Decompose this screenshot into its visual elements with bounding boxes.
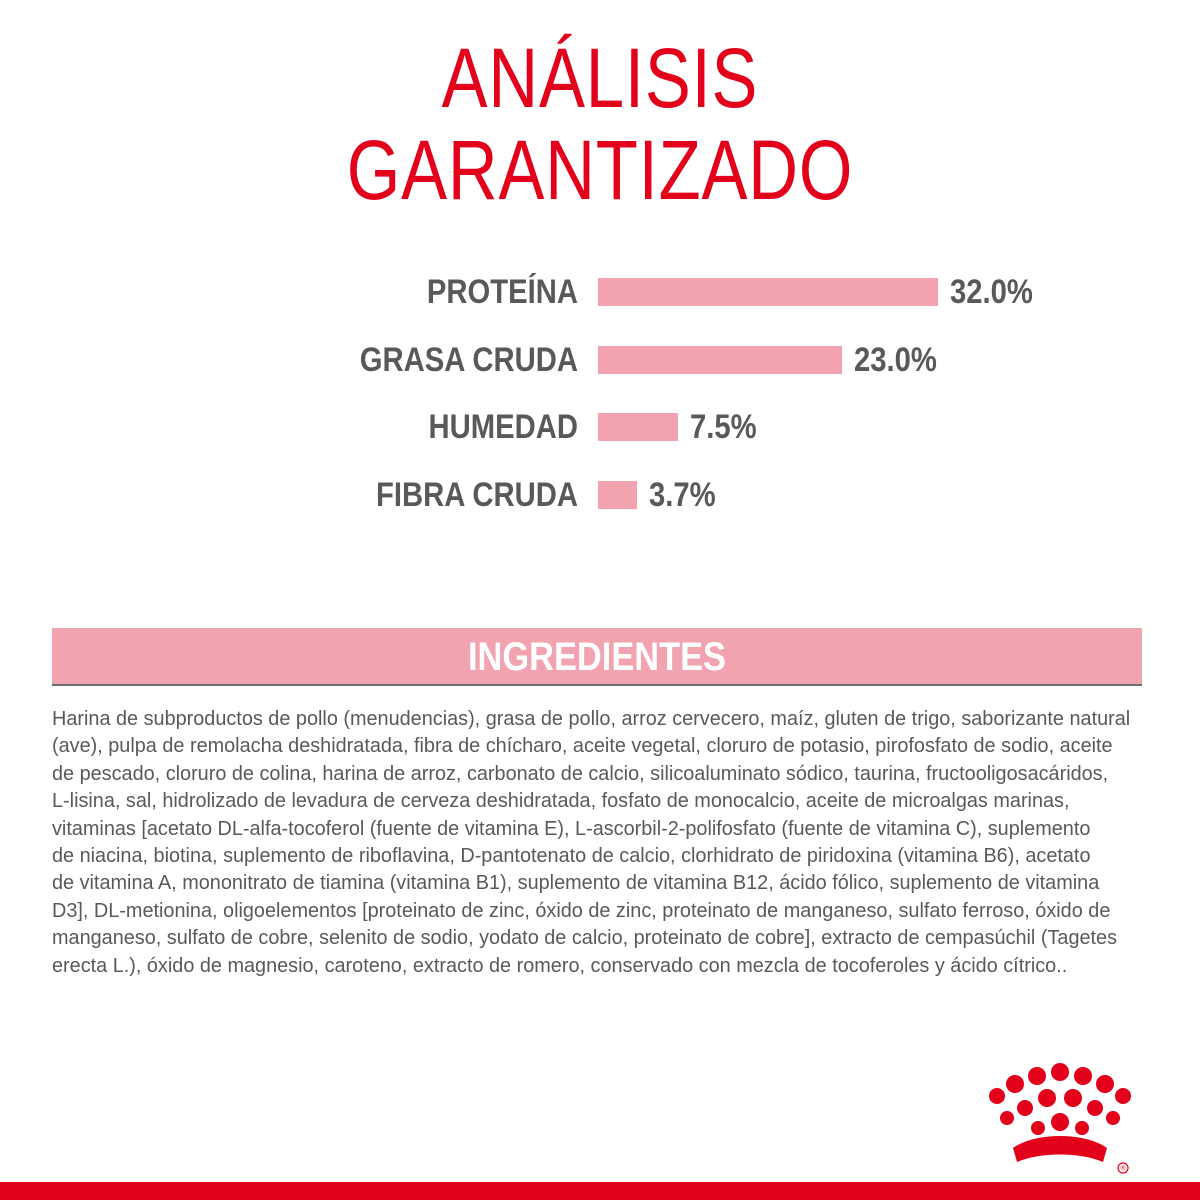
nutrient-bar-chart bbox=[0, 250, 1200, 540]
ingredients-line: L-lisina, sal, hidrolizado de levadura de cerveza deshidratada, fosfato de monocalcio, aceite de microalgas marinas, bbox=[52, 790, 1070, 813]
bar-value-label: 3.7% bbox=[649, 476, 716, 514]
title-line-2: GARANTIZADO bbox=[346, 123, 854, 217]
ingredients-line: (ave), pulpa de remolacha deshidratada, fibra de chícharo, aceite vegetal, cloruro de potasio, pirofosfato de sodio, aceite bbox=[52, 735, 1113, 758]
ingredients-line: de pescado, cloruro de colina, harina de arroz, carbonato de calcio, silicoaluminato sódico, taurina, fructooligosacáridos, bbox=[52, 762, 1109, 785]
bar-label: HUMEDAD bbox=[428, 408, 578, 446]
bottom-brand-bar bbox=[0, 1182, 1200, 1200]
ingredients-heading: INGREDIENTES bbox=[467, 635, 727, 679]
ingredients-line: Harina de subproductos de pollo (menudencias), grasa de pollo, arroz cervecero, maíz, gluten de trigo, saborizante natural bbox=[52, 708, 1131, 730]
bar-label: GRASA CRUDA bbox=[359, 341, 578, 379]
bar bbox=[598, 413, 678, 441]
bar bbox=[598, 481, 637, 509]
ingredients-line: manganeso, sulfato de cobre, selenito de sodio, yodato de calcio, proteinato de cobre], extracto de cempasúchil (Tagetes bbox=[52, 927, 1118, 950]
bar-value-label: 32.0% bbox=[950, 273, 1033, 311]
title-line-1: ANÁLISIS bbox=[441, 31, 759, 125]
bar-label: FIBRA CRUDA bbox=[376, 476, 578, 514]
ingredients-line: vitaminas [acetato DL-alfa-tocoferol (fuente de vitamina E), L-ascorbil-2-polifosfato (fuente de vitamina C), suplemento bbox=[52, 817, 1091, 840]
ingredients-line: erecta L.), óxido de magnesio, caroteno, extracto de romero, conservado con mezcla de tocoferoles y ácido cítrico.. bbox=[52, 954, 1068, 977]
registered-mark: ® bbox=[1120, 1165, 1126, 1173]
ingredients-banner-divider bbox=[52, 684, 1142, 686]
bar bbox=[598, 278, 938, 306]
crown-logo-icon bbox=[985, 1062, 1135, 1182]
bar-label: PROTEÍNA bbox=[426, 273, 578, 311]
bar-value-label: 7.5% bbox=[690, 408, 757, 446]
ingredients-line: D3], DL-metionina, oligoelementos [proteinato de zinc, óxido de zinc, proteinato de manganeso, sulfato ferroso, óxido de bbox=[52, 899, 1111, 922]
ingredients-line: de niacina, biotina, suplemento de riboflavina, D-pantotenato de calcio, clorhidrato de piridoxina (vitamina B6), acetato bbox=[52, 845, 1091, 868]
bar-value-label: 23.0% bbox=[854, 341, 937, 379]
bar bbox=[598, 346, 842, 374]
ingredients-line: de vitamina A, mononitrato de tiamina (vitamina B1), suplemento de vitamina B12, ácido fólico, suplemento de vitamina bbox=[52, 872, 1100, 895]
ingredients-list bbox=[52, 706, 1142, 980]
